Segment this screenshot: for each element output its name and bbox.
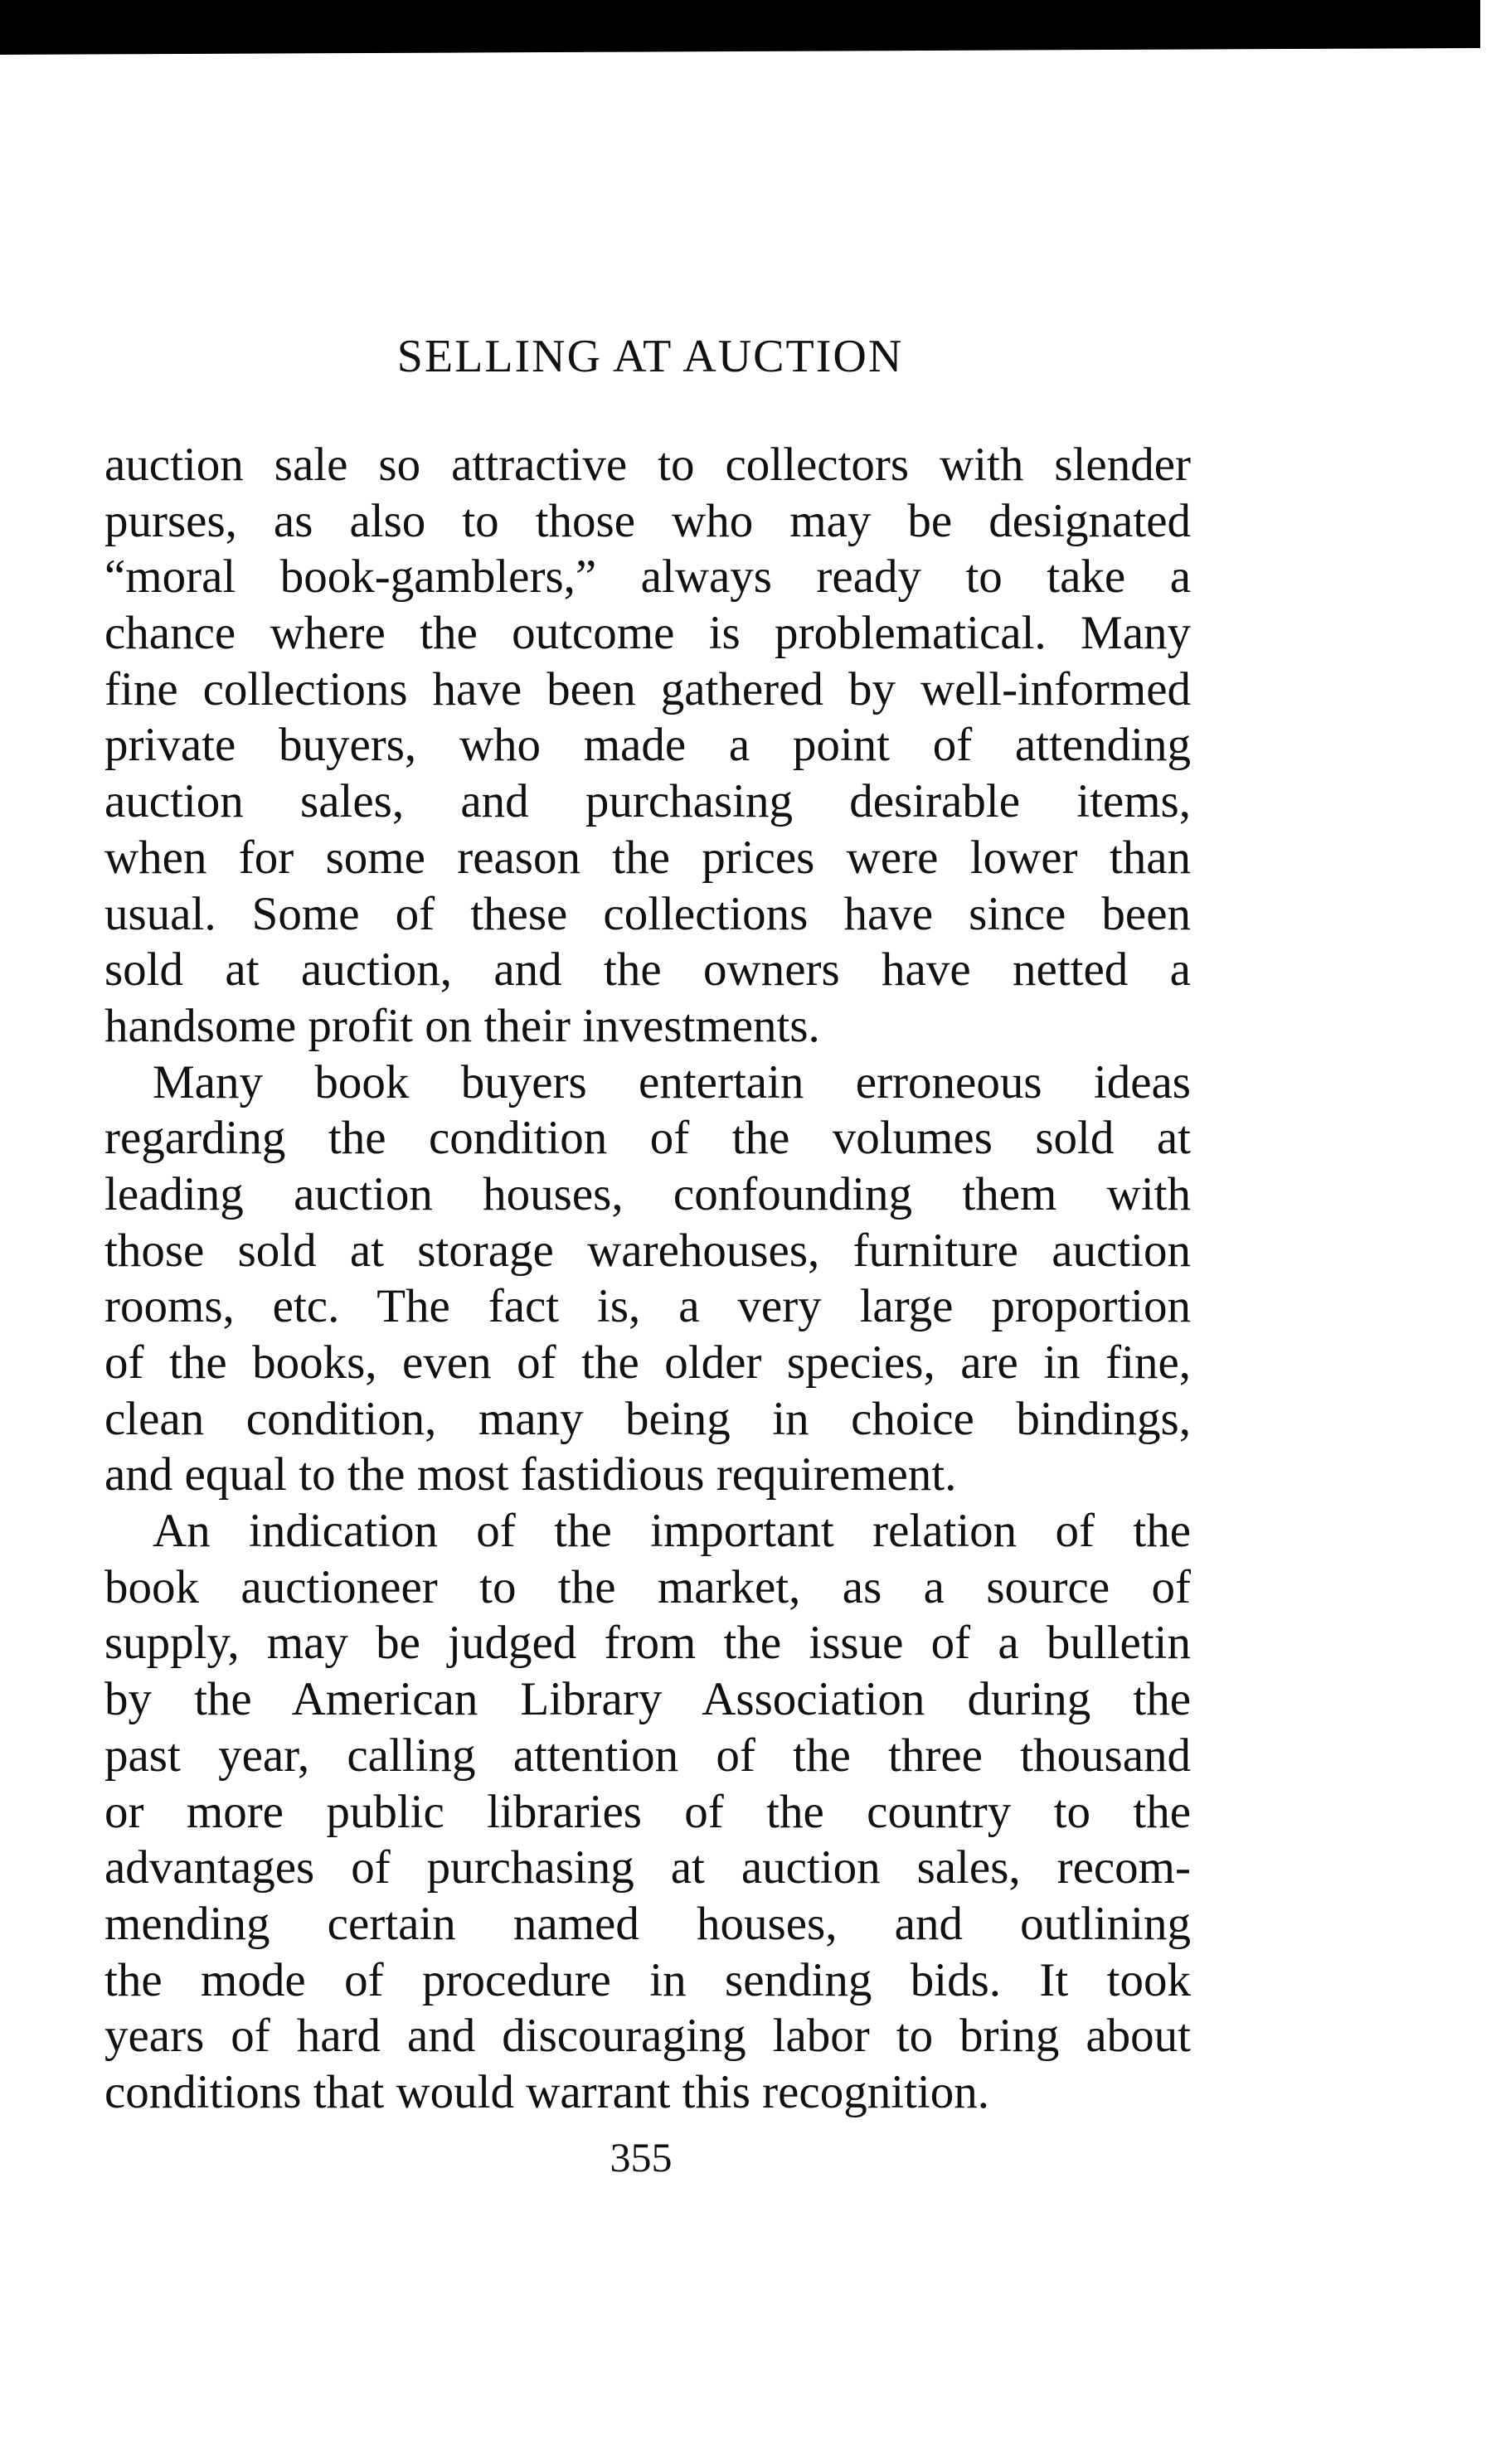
text-line: private buyers, who made a point of attending: [104, 719, 1191, 772]
text-line: by the American Library Association during the: [104, 1673, 1191, 1726]
text-line: supply, may be judged from the issue of a bulletin: [104, 1617, 1191, 1670]
text-line: clean condition, many being in choice bindings,: [104, 1392, 1191, 1445]
text-line: chance where the outcome is problematical. Many: [104, 607, 1191, 660]
text-line: usual. Some of these collections have since been: [104, 887, 1191, 940]
body-text: [104, 437, 1191, 2121]
text-line: Many book buyers entertain erroneous ideas: [153, 1055, 1191, 1108]
page-number: 355: [610, 2134, 673, 2180]
text-line: An indication of the important relation of the: [153, 1505, 1191, 1558]
text-line: handsome profit on their investments.: [104, 999, 820, 1052]
text-line: “moral book-gamblers,” always ready to take a: [104, 551, 1191, 604]
text-line: and equal to the most fastidious requirement.: [104, 1448, 957, 1501]
text-line: sold at auction, and the owners have netted a: [104, 943, 1191, 997]
text-line: of the books, even of the older species, are in fine,: [104, 1336, 1191, 1389]
text-line: when for some reason the prices were lower than: [104, 831, 1191, 884]
text-line: book auctioneer to the market, as a source of: [104, 1560, 1191, 1613]
text-line: regarding the condition of the volumes sold at: [104, 1112, 1191, 1165]
text-line: auction sale so attractive to collectors with slender: [104, 439, 1191, 491]
text-line: rooms, etc. The fact is, a very large proportion: [104, 1280, 1191, 1333]
text-line: or more public libraries of the country to the: [104, 1785, 1191, 1838]
text-line: advantages of purchasing at auction sales, recom-: [104, 1841, 1191, 1894]
scan-edge-bar: [0, 0, 1480, 55]
text-line: fine collections have been gathered by well-informed: [104, 662, 1191, 715]
text-line: past year, calling attention of the three thousand: [104, 1729, 1191, 1782]
text-line: purses, as also to those who may be designated: [104, 494, 1191, 547]
text-line: those sold at storage warehouses, furniture auction: [104, 1224, 1191, 1277]
text-line: auction sales, and purchasing desirable items,: [104, 775, 1191, 828]
text-line: leading auction houses, confounding them with: [104, 1167, 1191, 1220]
text-line: years of hard and discouraging labor to bring about: [104, 2010, 1191, 2063]
running-head: SELLING AT AUCTION: [396, 331, 904, 382]
text-line: the mode of procedure in sending bids. It took: [104, 1953, 1191, 2006]
text-line: conditions that would warrant this recognition.: [104, 2065, 989, 2118]
text-line: mending certain named houses, and outlining: [104, 1897, 1191, 1950]
